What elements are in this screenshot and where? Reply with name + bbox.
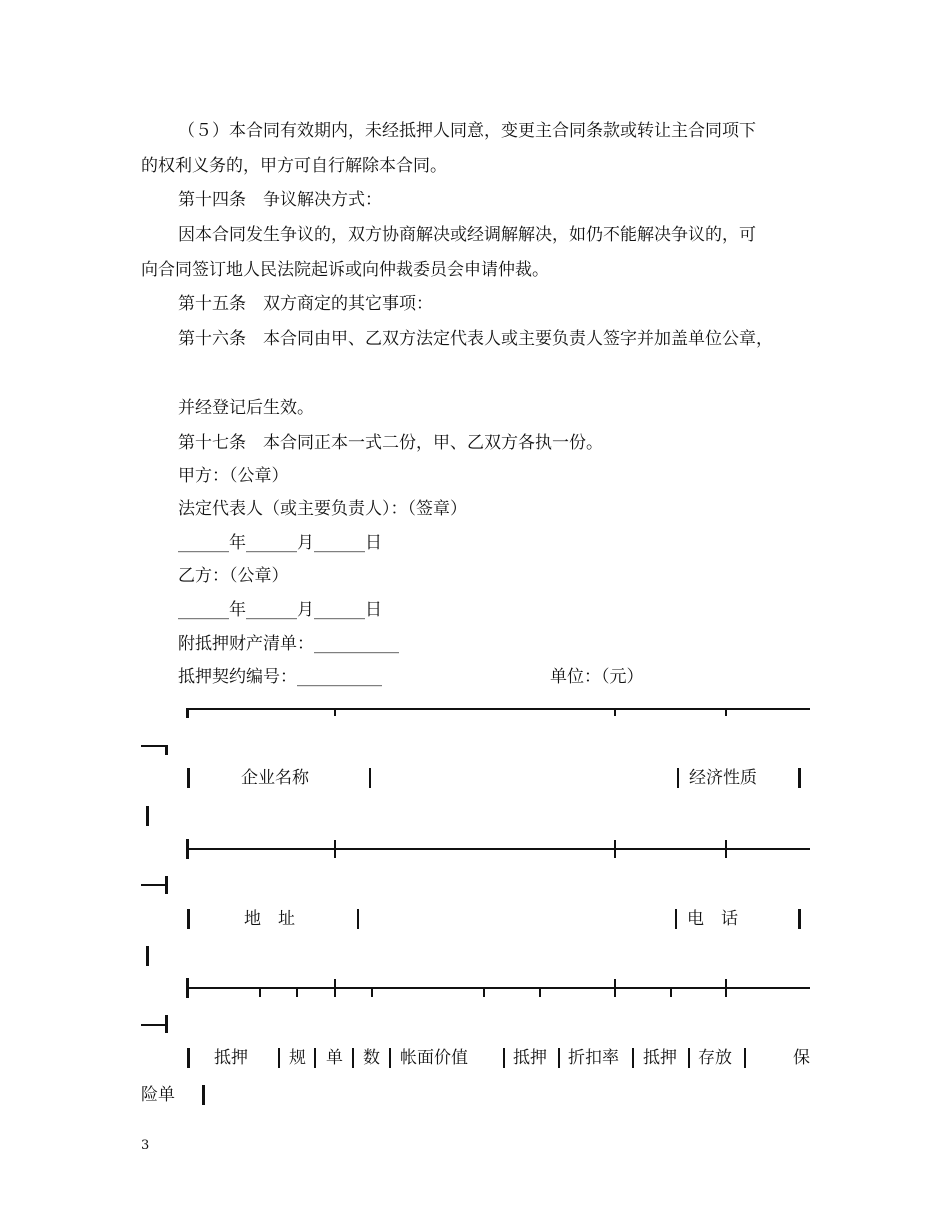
column-header: 抵押 — [513, 1048, 547, 1068]
phone-label: 电 话 — [687, 909, 738, 929]
table-border — [334, 840, 336, 858]
table-border — [186, 987, 810, 989]
address-label: 地 址 — [244, 909, 295, 929]
table-border — [186, 708, 810, 710]
table-border — [334, 708, 336, 716]
table-border — [614, 708, 616, 716]
table-border — [503, 1048, 505, 1068]
table-border — [369, 768, 371, 788]
table-border — [614, 979, 616, 997]
table-border — [675, 909, 677, 929]
table-border — [187, 1048, 190, 1068]
table-border — [334, 979, 336, 997]
date-line: ______年______月______日 — [178, 600, 382, 620]
table-border — [186, 848, 810, 850]
contract-number-label: 抵押契约编号：__________ — [178, 667, 382, 687]
table-border — [141, 1024, 168, 1026]
table-border — [278, 1048, 280, 1068]
column-header: 抵押 — [643, 1048, 677, 1068]
table-border — [389, 1048, 391, 1068]
column-header: 单 — [326, 1048, 343, 1068]
table-border — [165, 876, 168, 894]
column-header: 折扣率 — [568, 1048, 619, 1068]
article-heading: 第十四条 争议解决方式： — [178, 190, 382, 210]
table-border — [483, 987, 485, 997]
paragraph-line: 并经登记后生效。 — [178, 398, 314, 418]
table-border — [187, 909, 190, 929]
table-border — [632, 1048, 634, 1068]
column-header: 帐面价值 — [400, 1048, 468, 1068]
economic-nature-label: 经济性质 — [689, 768, 757, 788]
article-heading: 第十七条 本合同正本一式二份，甲、乙双方各执一份。 — [178, 433, 603, 453]
article-heading: 第十六条 本合同由甲、乙双方法定代表人或主要负责人签字并加盖单位公章， — [178, 329, 773, 349]
column-header: 抵押 — [214, 1048, 248, 1068]
table-border — [688, 1048, 690, 1068]
table-border — [165, 745, 168, 755]
table-border — [186, 978, 189, 998]
paragraph-line: 因本合同发生争议的，双方协商解决或经调解解决，如仍不能解决争议的，可 — [178, 225, 756, 245]
date-line: ______年______月______日 — [178, 533, 382, 553]
table-border — [670, 987, 672, 997]
column-header: 存放 — [698, 1048, 732, 1068]
table-border — [259, 987, 261, 997]
table-border — [352, 1048, 354, 1068]
table-border — [798, 768, 801, 788]
party-b-seal: 乙方：（公章） — [178, 566, 289, 586]
paragraph-line: 的权利义务的，甲方可自行解除本合同。 — [141, 156, 447, 176]
paragraph-line: 向合同签订地人民法院起诉或向仲裁委员会申请仲裁。 — [141, 260, 549, 280]
table-border — [146, 806, 149, 826]
column-header: 规 — [289, 1048, 306, 1068]
table-border — [725, 840, 727, 858]
table-border — [141, 745, 168, 747]
table-border — [187, 768, 190, 788]
legal-representative-signature: 法定代表人（或主要负责人）：（签章） — [178, 499, 467, 519]
table-border — [296, 987, 298, 997]
unit-label: 单位：（元） — [550, 667, 644, 687]
table-border — [314, 1048, 316, 1068]
table-border — [202, 1085, 205, 1105]
table-border — [798, 909, 801, 929]
table-border — [725, 708, 727, 716]
paragraph-line: （５）本合同有效期内，未经抵押人同意，变更主合同条款或转让主合同项下 — [178, 121, 756, 141]
column-header: 数 — [363, 1048, 380, 1068]
column-header: 保 — [793, 1048, 810, 1068]
table-border — [371, 987, 373, 997]
attachment-list-label: 附抵押财产清单：__________ — [178, 634, 399, 654]
table-border — [146, 946, 149, 966]
table-border — [357, 909, 359, 929]
table-border — [141, 884, 168, 886]
table-border — [725, 979, 727, 997]
table-border — [744, 1048, 746, 1068]
enterprise-name-label: 企业名称 — [241, 768, 309, 788]
table-border — [186, 839, 189, 859]
table-border — [186, 708, 189, 718]
table-border — [165, 1015, 168, 1033]
page-number: 3 — [141, 1138, 150, 1153]
table-border — [677, 768, 679, 788]
article-heading: 第十五条 双方商定的其它事项： — [178, 294, 433, 314]
table-border — [539, 987, 541, 997]
table-border — [558, 1048, 560, 1068]
table-border — [614, 840, 616, 858]
party-a-seal: 甲方：（公章） — [178, 466, 289, 486]
column-header: 险单 — [141, 1085, 175, 1105]
